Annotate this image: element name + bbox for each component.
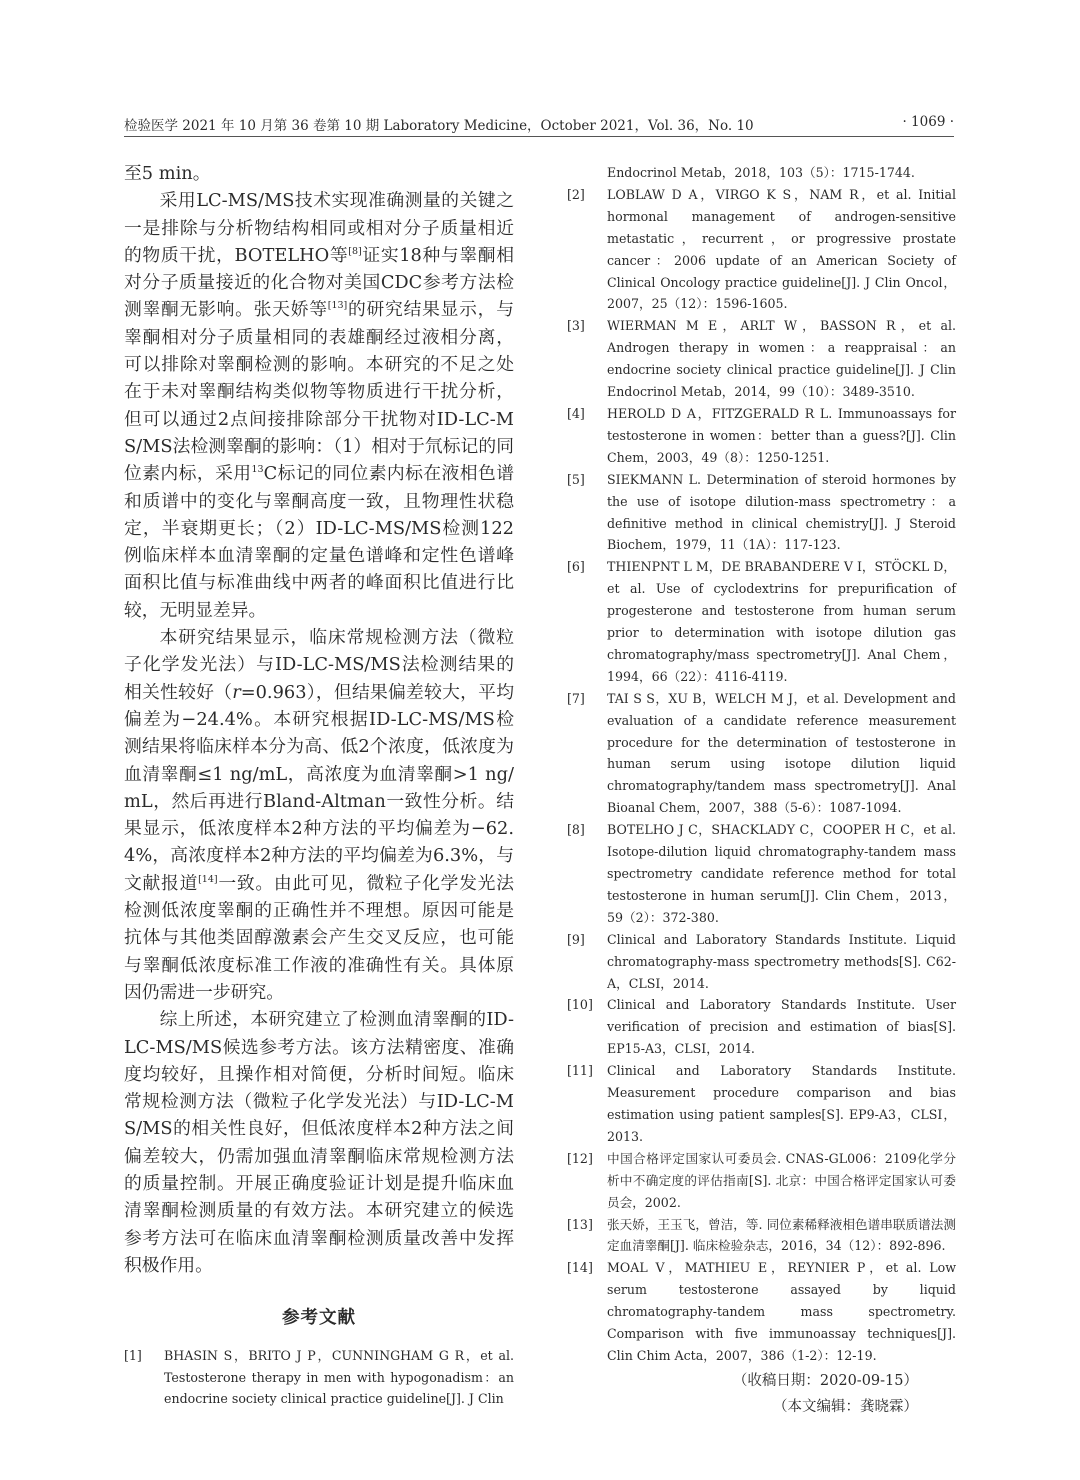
reference-text: 中国合格评定国家认可委员会. CNAS-GL006：2109化学分析中不确定度的评估指南[S]. 北京：中国合格评定国家认可委员会，2002. bbox=[607, 1150, 956, 1210]
reference-text: 张天娇，王玉飞，曾洁，等. 同位素稀释液相色谱串联质谱法测定血清睾酮[J]. 临床检验杂志，2016，34（12）：892-896. bbox=[607, 1216, 956, 1254]
paragraph-2 bbox=[124, 187, 514, 624]
journal-info: 检验医学 2021 年 10 月第 36 卷第 10 期 Laboratory Medicine，October 2021，Vol. 36，No. 10 bbox=[124, 118, 754, 134]
reference-number: [8] bbox=[567, 822, 585, 838]
paragraph-2-part-a: 采用LC-MS/MS技术实现准确测量的关键之一是排除与分析物结构相同或相对分子质量相近的物质干扰，BOTELHO等 bbox=[124, 190, 514, 266]
reference-number: [4] bbox=[567, 405, 585, 421]
reference-item bbox=[567, 819, 956, 929]
references-title: 参考文献 bbox=[282, 1308, 356, 1329]
reference-item bbox=[567, 1060, 956, 1148]
page-header bbox=[124, 114, 954, 137]
references-list-left bbox=[124, 1345, 514, 1410]
reference-number: [9] bbox=[567, 931, 585, 947]
reference-text: TAI S S，XU B，WELCH M J，et al. Development and evaluation of a candidate reference measurement procedure for the determination of testosterone in human serum using isotope dilution liquid chromatography/tandem mass spectrometry[J]. Anal Bioanal Chem，2007，388（5-6）：1087-1094. bbox=[607, 690, 956, 816]
reference-item bbox=[124, 1345, 514, 1410]
citation-8: [8] bbox=[348, 245, 362, 257]
reference-text: LOBLAW D A，VIRGO K S，NAM R，et al. Initial hormonal management of androgen-sensitive metastatic，recurrent，or progressive prostate cancer：2006 update of an American Society of Clinical Oncology practice guideline[J]. J Clin Oncol，2007，25（12）：1596-1605. bbox=[607, 186, 956, 312]
reference-text: SIEKMANN L. Determination of steroid hormones by the use of isotope dilution-mass spectrometry：a definitive method in clinical chemistry[J]. J Steroid Biochem，1979，11（1A）：117-123. bbox=[607, 471, 956, 553]
paragraph-2-part-c: 的研究结果显示，与睾酮相对分子质量相同的表雄酮经过液相分离，可以排除对睾酮检测的影响。本研究的不足之处在于未对睾酮结构类似物等物质进行干扰分析，但可以通过2点间接排除部分干扰物对ID-LC-MS/MS法检测睾酮的影响：（1）相对于氘标记的同位素内标，采用 bbox=[124, 299, 514, 485]
isotope-superscript: 13 bbox=[251, 464, 264, 476]
paragraph-3-part-c: 一致。由此可见，微粒子化学发光法检测低浓度睾酮的正确性并不理想。原因可能是抗体与其他类固醇激素会产生交叉反应，也可能与睾酮低浓度标准工作液的准确性有关。具体原因仍需进一步研究。 bbox=[124, 872, 514, 1003]
reference-item bbox=[567, 994, 956, 1060]
citation-13: [13] bbox=[327, 300, 348, 312]
paragraph-3 bbox=[124, 624, 514, 1006]
reference-number: [3] bbox=[567, 318, 585, 334]
reference-text: Clinical and Laboratory Standards Institute. Measurement procedure comparison and bias estimation using patient samples[S]. EP9-A3，CLSI，2013. bbox=[607, 1063, 956, 1144]
reference-number: [2] bbox=[567, 186, 585, 202]
reference-number: [7] bbox=[567, 690, 585, 706]
reference-text: WIERMAN M E，ARLT W，BASSON R，et al. Androgen therapy in women：a reappraisal：an endocrine society clinical practice guideline[J]. J Clin Endocrinol Metab，2014，99（10）：3489-3510. bbox=[607, 318, 956, 400]
reference-text: THIENPNT L M，DE BRABANDERE V I，STÖCKL D，et al. Use of cyclodextrins for prepurification of progesterone and testosterone from human serum prior to determination with isotope dilution gas chromatography/mass spectrometry[J]. Anal Chem，1994，66（22）：4116-4119. bbox=[607, 559, 956, 684]
correlation-symbol: r bbox=[232, 681, 241, 703]
paragraph-3-part-b: =0.963），但结果偏差较大，平均偏差为−24.4%。本研究根据ID-LC-MS/MS检测结果将临床样本分为高、低2个浓度，低浓度为血清睾酮≤1 ng/mL，高浓度为血清睾酮>1 ng/mL，然后再进行Bland-Altman一致性分析。结果显示，低浓度样本2种方法的平均偏差为−62.4%，高浓度样本2种方法的平均偏差为6.3%，与文献报道 bbox=[124, 681, 514, 894]
reference-item bbox=[567, 688, 956, 819]
reference-number: [10] bbox=[567, 997, 593, 1013]
editor-note: （本文编辑：龚晓霖） bbox=[773, 1398, 918, 1415]
reference-text: BOTELHO J C，SHACKLADY C，COOPER H C，et al. Isotope-dilution liquid chromatography-tandem mass spectrometry candidate reference method for total testosterone in human serum[J]. Clin Chem，2013，59（2）：372-380. bbox=[607, 822, 956, 925]
reference-item bbox=[567, 469, 956, 557]
reference-item bbox=[567, 929, 956, 995]
reference-number: [14] bbox=[567, 1260, 593, 1276]
reference-text: Endocrinol Metab，2018，103（5）：1715-1744. bbox=[607, 165, 915, 180]
reference-item bbox=[567, 1257, 956, 1367]
reference-number: [6] bbox=[567, 559, 585, 575]
reference-item bbox=[567, 556, 956, 687]
page-number: · 1069 · bbox=[902, 114, 954, 130]
reference-item bbox=[567, 1214, 956, 1258]
reference-text: Clinical and Laboratory Standards Institute. User verification of precision and estimation of bias[S]. EP15-A3，CLSI，2014. bbox=[607, 997, 956, 1057]
reference-item-continued bbox=[567, 162, 956, 184]
received-date: （收稿日期：2020-09-15） bbox=[732, 1372, 918, 1389]
citation-14: [14] bbox=[198, 873, 218, 885]
reference-number: [5] bbox=[567, 471, 585, 487]
left-column bbox=[124, 160, 514, 1410]
paragraph-2-part-d: C标记的同位素内标在液相色谱和质谱中的变化与睾酮高度一致，且物理性状稳定，半衰期更长；（2）ID-LC-MS/MS检测122例临床样本血清睾酮的定量色谱峰和定性色谱峰面积比值与标准曲线中两者的峰面积比值进行比较，无明显差异。 bbox=[124, 463, 514, 621]
reference-number: [1] bbox=[124, 1348, 142, 1364]
reference-item bbox=[567, 184, 956, 315]
paragraph-3-part-a: 本研究结果显示，临床常规检测方法（微粒子化学发光法）与ID-LC-MS/MS法检测结果的相关性较好（ bbox=[124, 627, 514, 703]
paragraph-1: 至5 min。 bbox=[124, 163, 211, 184]
reference-text: Clinical and Laboratory Standards Institute. Liquid chromatography-mass spectrometry methods[S]. C62-A，CLSI，2014. bbox=[607, 931, 956, 991]
reference-number: [13] bbox=[567, 1216, 593, 1232]
reference-text: MOAL V，MATHIEU E，REYNIER P，et al. Low serum testosterone assayed by liquid chromatography-tandem mass spectrometry. Comparison with five immunoassay techniques[J]. Clin Chim Acta，2007，386（1-2）：12-19. bbox=[607, 1260, 956, 1363]
reference-number: [12] bbox=[567, 1150, 593, 1166]
reference-number: [11] bbox=[567, 1063, 593, 1079]
reference-item bbox=[567, 1148, 956, 1214]
reference-text: BHASIN S，BRITO J P，CUNNINGHAM G R，et al. Testosterone therapy in men with hypogonadism：an endocrine society clinical practice guideline[J]. J Clin bbox=[164, 1348, 514, 1407]
reference-text: HEROLD D A，FITZGERALD R L. Immunoassays for testosterone in women：better than a guess?[J]. Clin Chem，2003，49（8）：1250-1251. bbox=[607, 405, 956, 465]
reference-item bbox=[567, 315, 956, 403]
paragraph-4: 综上所述，本研究建立了检测血清睾酮的ID-LC-MS/MS候选参考方法。该方法精密度、准确度均较好，且操作相对简便，分析时间短。临床常规检测方法（微粒子化学发光法）与ID-LC-MS/MS的相关性良好，但低浓度样本2种方法之间偏差较大，仍需加强血清睾酮临床常规检测方法的质量控制。开展正确度验证计划是提升临床血清睾酮检测质量的有效方法。本研究建立的候选参考方法可在临床血清睾酮检测质量改善中发挥积极作用。 bbox=[124, 1009, 514, 1276]
right-column bbox=[567, 162, 956, 1419]
paragraph-2-part-b: 证实18种与睾酮相对分子质量接近的化合物对美国CDC参考方法检测睾酮无影响。张天娇等 bbox=[124, 244, 514, 321]
reference-item bbox=[567, 403, 956, 469]
